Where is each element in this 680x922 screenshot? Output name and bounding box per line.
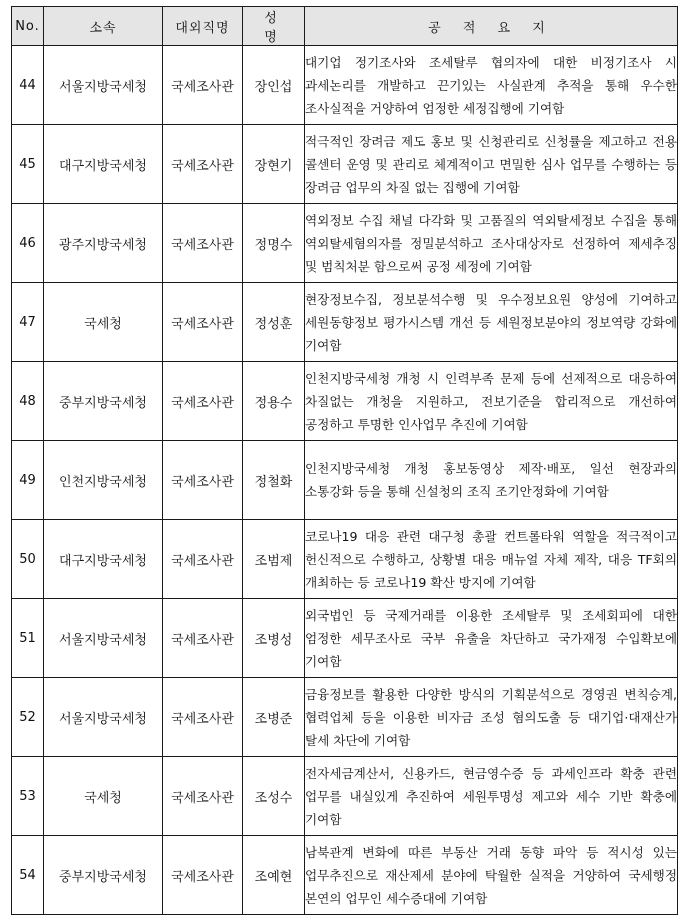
row-no: 53: [12, 757, 44, 836]
row-summary: 대기업 정기조사와 조세탈루 협의자에 대한 비정기조사 시 과세논리를 개발하고 끈기있는 사실관계 추적을 통해 우수한 조사실적을 거양하여 엄정한 세정집행에 기여함: [305, 46, 678, 125]
header-row: [12, 7, 678, 46]
header-name: 성 명: [243, 7, 305, 46]
row-title: 국세조사관: [163, 520, 243, 599]
row-summary: 금융정보를 활용한 다양한 방식의 기획분석으로 경영권 변칙승계, 협력업체 등을 이용한 비자금 조성 혐의도출 등 대기업·대재산가 탈세 차단에 기여함: [305, 678, 678, 757]
table-row: [12, 283, 678, 362]
row-office: 대구지방국세청: [44, 520, 163, 599]
table-row: [12, 836, 678, 915]
row-title: 국세조사관: [163, 46, 243, 125]
row-name: 조병성: [243, 599, 305, 678]
row-title: 국세조사관: [163, 836, 243, 915]
table-row: [12, 599, 678, 678]
row-no: 50: [12, 520, 44, 599]
row-office: 광주지방국세청: [44, 204, 163, 283]
row-summary: 인천지방국세청 개청 홍보동영상 제작·배포, 일선 현장과의 소통강화 등을 통해 신설청의 조직 조기안정화에 기여함: [305, 441, 678, 520]
row-title: 국세조사관: [163, 125, 243, 204]
row-summary: 전자세금계산서, 신용카드, 현금영수증 등 과세인프라 확충 관련 업무를 내실있게 추진하여 세원투명성 제고와 세수 기반 확충에 기여함: [305, 757, 678, 836]
row-no: 44: [12, 46, 44, 125]
row-office: 인천지방국세청: [44, 441, 163, 520]
table-row: [12, 125, 678, 204]
row-title: 국세조사관: [163, 757, 243, 836]
row-name: 조예현: [243, 836, 305, 915]
row-no: 46: [12, 204, 44, 283]
table-row: [12, 46, 678, 125]
row-office: 국세청: [44, 757, 163, 836]
header-office: 소속: [44, 7, 163, 46]
row-name: 장현기: [243, 125, 305, 204]
table-row: [12, 441, 678, 520]
header-summary: 공 적 요 지: [305, 7, 678, 46]
table-row: [12, 678, 678, 757]
row-title: 국세조사관: [163, 204, 243, 283]
row-name: 조병준: [243, 678, 305, 757]
header-no: No.: [12, 7, 44, 46]
table-body: [12, 46, 678, 915]
row-no: 49: [12, 441, 44, 520]
table-header: [12, 7, 678, 46]
awards-table: [11, 6, 678, 915]
row-title: 국세조사관: [163, 362, 243, 441]
row-no: 48: [12, 362, 44, 441]
row-summary: 적극적인 장려금 제도 홍보 및 신청관리로 신청률을 제고하고 전용 콜센터 운영 및 관리로 체계적이고 면밀한 심사 업무를 수행하는 등 장려금 업무의 차질 없는 집행에 기여함: [305, 125, 678, 204]
row-summary: 인천지방국세청 개청 시 인력부족 문제 등에 선제적으로 대응하여 차질없는 개청을 지원하고, 전보기준을 합리적으로 개선하여 공정하고 투명한 인사업무 추진에 기여함: [305, 362, 678, 441]
row-title: 국세조사관: [163, 599, 243, 678]
header-title: 대외직명: [163, 7, 243, 46]
row-name: 장인섭: [243, 46, 305, 125]
row-title: 국세조사관: [163, 441, 243, 520]
row-no: 51: [12, 599, 44, 678]
row-summary: 외국법인 등 국제거래를 이용한 조세탈루 및 조세회피에 대한 엄정한 세무조사로 국부 유출을 차단하고 국가재정 수입확보에 기여함: [305, 599, 678, 678]
row-no: 52: [12, 678, 44, 757]
row-name: 정용수: [243, 362, 305, 441]
row-name: 조범제: [243, 520, 305, 599]
row-no: 54: [12, 836, 44, 915]
row-office: 중부지방국세청: [44, 362, 163, 441]
row-office: 대구지방국세청: [44, 125, 163, 204]
row-office: 서울지방국세청: [44, 599, 163, 678]
row-summary: 현장정보수집, 정보분석수행 및 우수정보요원 양성에 기여하고 세원동향정보 평가시스템 개선 등 세원정보분야의 정보역량 강화에 기여함: [305, 283, 678, 362]
table-row: [12, 757, 678, 836]
row-title: 국세조사관: [163, 678, 243, 757]
row-name: 조성수: [243, 757, 305, 836]
row-no: 45: [12, 125, 44, 204]
row-name: 정명수: [243, 204, 305, 283]
row-summary: 역외정보 수집 채널 다각화 및 고품질의 역외탈세정보 수집을 통해 역외탈세혐의자를 정밀분석하고 조사대상자로 선정하여 제세추징 및 범칙처분 함으로써 공정 세정에 기여함: [305, 204, 678, 283]
row-name: 정성훈: [243, 283, 305, 362]
table-row: [12, 520, 678, 599]
row-no: 47: [12, 283, 44, 362]
row-name: 정철화: [243, 441, 305, 520]
table-row: [12, 362, 678, 441]
row-office: 서울지방국세청: [44, 46, 163, 125]
row-summary: 남북관계 변화에 따른 부동산 거래 동향 파악 등 적시성 있는 업무추진으로 재산제세 분야에 탁월한 실적을 거양하여 국세행정 본연의 업무인 세수증대에 기여함: [305, 836, 678, 915]
row-title: 국세조사관: [163, 283, 243, 362]
row-office: 국세청: [44, 283, 163, 362]
row-office: 중부지방국세청: [44, 836, 163, 915]
row-office: 서울지방국세청: [44, 678, 163, 757]
table-row: [12, 204, 678, 283]
row-summary: 코로나19 대응 관련 대구청 총괄 컨트롤타워 역할을 적극적이고 헌신적으로 수행하고, 상황별 대응 매뉴얼 자체 제작, 대응 TF회의 개최하는 등 코로나19 확산 방지에 기여함: [305, 520, 678, 599]
